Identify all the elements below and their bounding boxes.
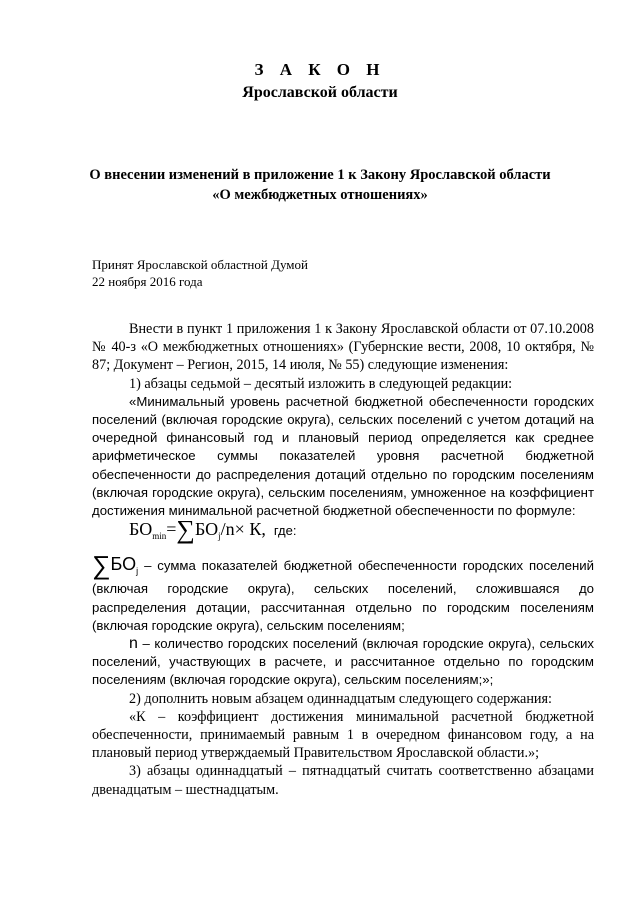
- region-heading: Ярославской области: [242, 84, 398, 101]
- n-symbol: n: [129, 635, 138, 653]
- formula-lhs-subscript: min: [152, 531, 167, 542]
- formula-bo: БО: [194, 519, 219, 540]
- sum-symbol: ∑: [92, 550, 111, 581]
- intro-paragraph: Внести в пункт 1 приложения 1 к Закону Ярославской области от 07.10.2008 № 40-з «О межбюджетных отношениях» (Губернские вести, 2008, 10 октября, № 87; Документ – Регион, 2015, 14 июля, № 55) следующие изменения:: [92, 321, 594, 374]
- sum-symbol: ∑: [176, 515, 195, 545]
- sum-bo: БО: [110, 554, 137, 575]
- item-2: 2) дополнить новым абзацем одиннадцатым следующего содержания:: [129, 690, 552, 707]
- formula-lhs: БО: [129, 519, 153, 540]
- document-type-heading: З А К О Н: [254, 60, 386, 79]
- quoted-paragraph-2: «К – коэффициент достижения минимальной расчетной бюджетной обеспеченности, принимаемый равным 1 в очередном финансовом году, а на плановый период утверждаемый Правительством Ярославской области.»;: [92, 708, 594, 762]
- quoted-paragraph-1: «Минимальный уровень расчетной бюджетной обеспеченности городских поселений (включая городские округа), сельских поселений с учетом дотаций на очередной финансовый год и плановый период определяется как среднее арифметическое суммы показателей уровня расчетной бюджетной обеспеченности до распределения дотаций отдельно по городским поселениям (включая городские округа), сельским поселениям, умноженное на коэффициент достижения минимальной расчетной бюджетной обеспеченности по формуле:: [92, 393, 594, 519]
- n-definition: [92, 635, 594, 690]
- formula-tail: /n× К,: [220, 519, 266, 540]
- law-title-line-1: О внесении изменений в приложение 1 к Закону Ярославской области: [89, 167, 551, 183]
- sum-subscript-j: j: [136, 566, 139, 577]
- sum-definition: [92, 550, 594, 635]
- formula-subscript-j: j: [218, 531, 221, 542]
- formula-where: где:: [273, 523, 297, 539]
- item-3: 3) абзацы одиннадцатый – пятнадцатый считать соответственно абзацами двенадцатым – шестнадцатым.: [92, 763, 594, 798]
- formula-equals: =: [166, 519, 177, 540]
- item-1: 1) абзацы седьмой – десятый изложить в следующей редакции:: [129, 375, 513, 392]
- adoption-info: [92, 256, 308, 290]
- document-body: [92, 320, 594, 799]
- n-definition-text: – количество городских поселений (включая городские округа), сельских поселений, участвующих в расчете, и рассчитанное отдельно по городским поселениям (включая городские округа), сельским поселениям;»;: [92, 636, 594, 688]
- sum-definition-text: – сумма показателей бюджетной обеспеченности городских поселений (включая городские округа), сельских поселений, сложившаяся до распределения дотации, рассчитанная отдельно по городским поселениям (включая городские округа), сельским поселениям;: [92, 558, 594, 633]
- adopted-by: Принят Ярославской областной Думой: [92, 257, 308, 272]
- adoption-date: 22 ноября 2016 года: [92, 274, 203, 289]
- law-title-line-2: «О межбюджетных отношениях»: [212, 187, 428, 203]
- formula: [92, 515, 594, 555]
